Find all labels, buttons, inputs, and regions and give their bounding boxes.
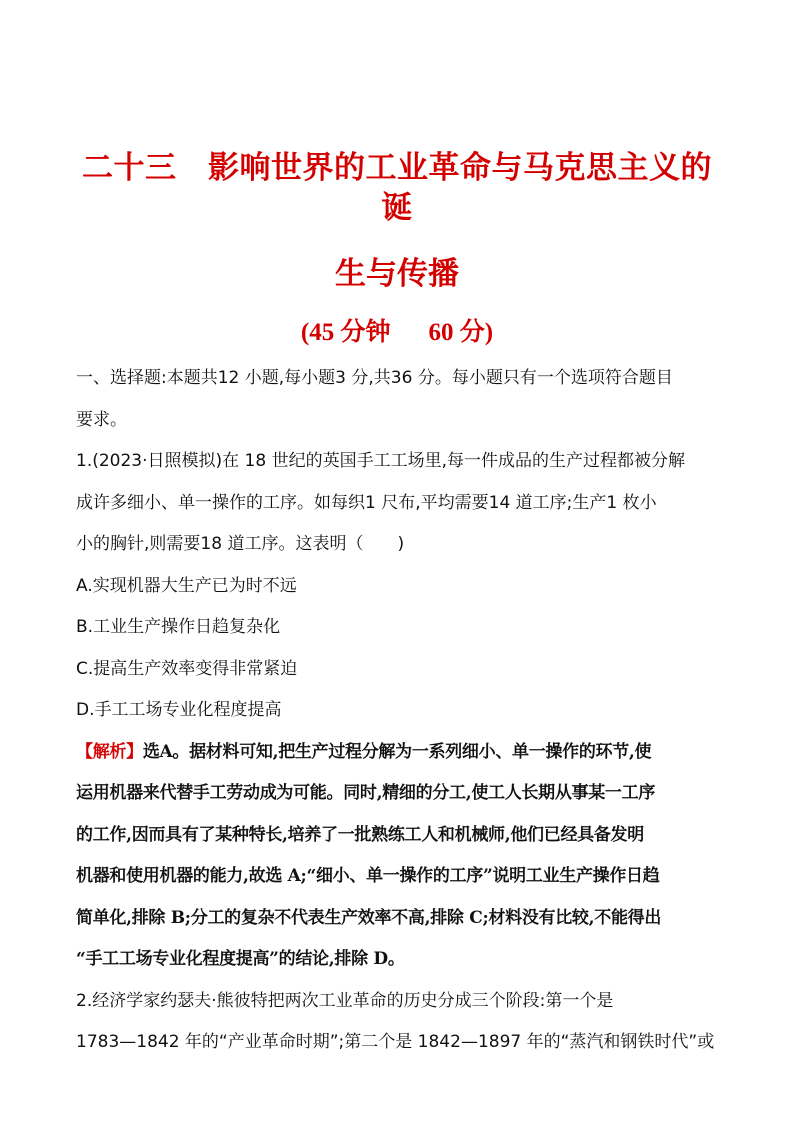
section-instructions (76, 358, 718, 441)
analysis-tag: 【解析】 (76, 741, 143, 762)
question-stem-line: 1.(2023·日照模拟)在 18 世纪的英国手工工场里,每一件成品的生产过程都被分解 (76, 451, 685, 471)
question-2 (76, 981, 718, 1064)
analysis-line: 简单化,排除 B;分工的复杂不代表生产效率不高,排除 C;材料没有比较,不能得出 (76, 907, 662, 928)
option-a: A.实现机器大生产已为时不远 (76, 575, 297, 596)
question-stem-line: 2.经济学家约瑟夫·熊彼特把两次工业革命的历史分成三个阶段:第一个是 (76, 990, 614, 1011)
analysis-line: 运用机器来代替手工劳动成为可能。同时,精细的分工,使工人长期从事某一工序 (76, 783, 656, 803)
analysis-line: 机器和使用机器的能力,故选 A;“细小、单一操作的工序”说明工业生产操作日趋 (76, 866, 660, 886)
question-stem-line: 1783—1842 年的“产业革命时期”;第二个是 1842—1897 年的“蒸汽和钢铁时代”或 (76, 1032, 715, 1052)
analysis-line: 的工作,因而具有了某种特长,培养了一批熟练工人和机械师,他们已经具备发明 (76, 824, 644, 845)
analysis-line: “手工工场专业化程度提高”的结论,排除 D。 (76, 949, 405, 969)
total-score: 60 分) (428, 319, 494, 346)
analysis-block (76, 732, 718, 981)
analysis-first-line: 选A。据材料可知,把生产过程分解为一系列细小、单一操作的环节,使 (142, 741, 652, 762)
page-title-continued: 生与传播 (335, 256, 459, 292)
option-c: C.提高生产效率变得非常紧迫 (76, 658, 298, 679)
option-d: D.手工工场专业化程度提高 (76, 700, 282, 720)
time-score-info (76, 316, 718, 350)
option-b: B.工业生产操作日趋复杂化 (76, 617, 281, 637)
page-title: 二十三 影响世界的工业革命与马克思主义的诞 (82, 150, 712, 226)
question-stem-line: 小的胸针,则需要18 道工序。这表明（ ) (76, 534, 405, 554)
section-line: 要求。 (76, 409, 127, 430)
section-line: 一、选择题:本题共12 小题,每小题3 分,共36 分。每小题只有一个选项符合题目 (76, 368, 673, 388)
question-stem-line: 成许多细小、单一操作的工序。如每织1 尺布,平均需要14 道工序;生产1 枚小 (76, 492, 657, 513)
question-1 (76, 441, 718, 732)
analysis-line (76, 732, 718, 774)
time-limit: (45 分钟 (300, 319, 391, 346)
